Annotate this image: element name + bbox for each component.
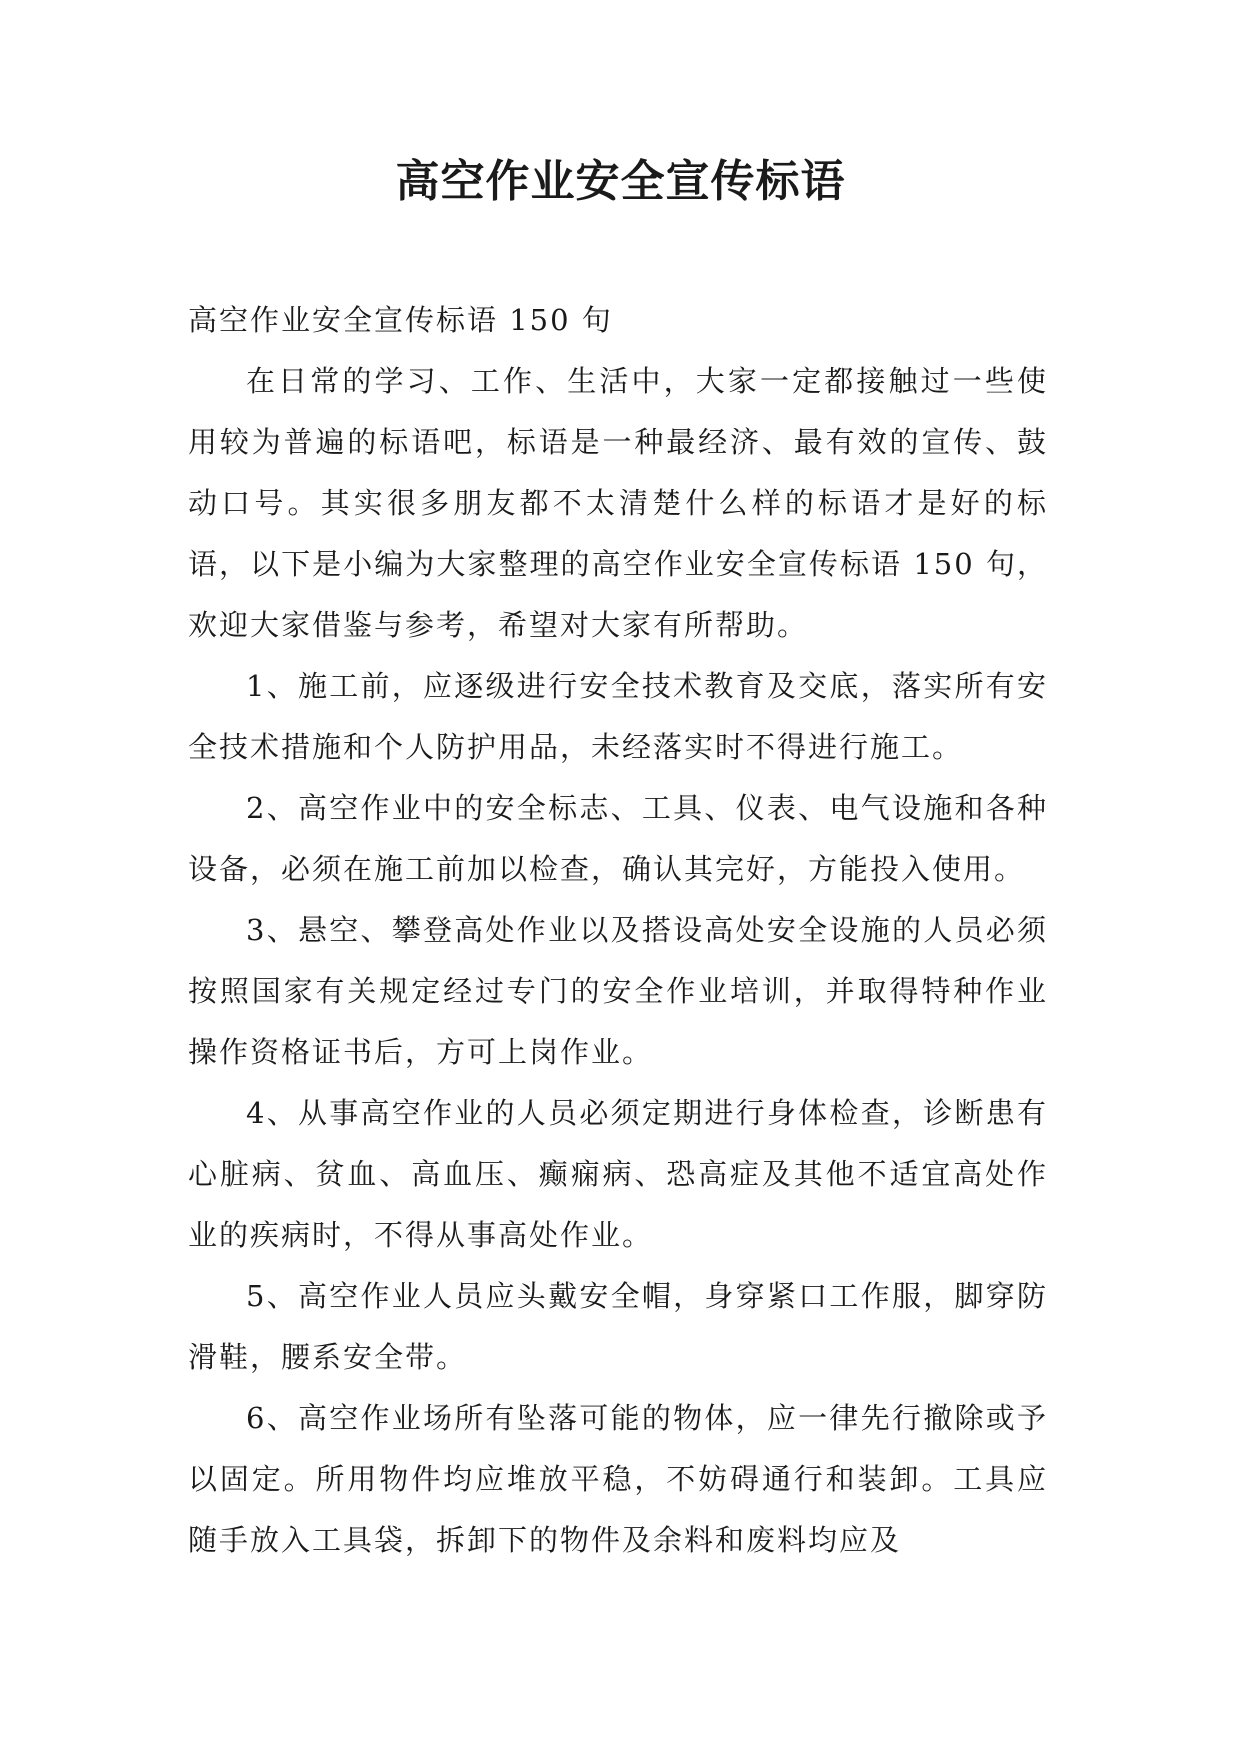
slogan-item-6: 6、高空作业场所有坠落可能的物体，应一律先行撤除或予以固定。所用物件均应堆放平稳，不妨碍通行和装卸。工具应随手放入工具袋，拆卸下的物件及余料和废料均应及 (188, 1401, 1048, 1557)
intro-paragraph: 在日常的学习、工作、生活中，大家一定都接触过一些使用较为普遍的标语吧，标语是一种最经济、最有效的宣传、鼓动口号。其实很多朋友都不太清楚什么样的标语才是好的标语，以下是小编为大家整理的高空作业安全宣传标语 150 句，欢迎大家借鉴与参考，希望对大家有所帮助。 (188, 364, 1048, 642)
slogan-item-4: 4、从事高空作业的人员必须定期进行身体检查，诊断患有心脏病、贫血、高血压、癫痫病、恐高症及其他不适宜高处作业的疾病时，不得从事高处作业。 (188, 1096, 1048, 1252)
slogan-item-1: 1、施工前，应逐级进行安全技术教育及交底，落实所有安全技术措施和个人防护用品，未经落实时不得进行施工。 (188, 669, 1048, 764)
slogan-item-5: 5、高空作业人员应头戴安全帽，身穿紧口工作服，脚穿防滑鞋，腰系安全带。 (188, 1279, 1048, 1374)
document-title: 高空作业安全宣传标语 (395, 156, 846, 207)
document-subtitle: 高空作业安全宣传标语 150 句 (188, 303, 613, 337)
document-body (188, 290, 1048, 1571)
slogan-item-2: 2、高空作业中的安全标志、工具、仪表、电气设施和各种设备，必须在施工前加以检查，确认其完好，方能投入使用。 (188, 791, 1048, 886)
slogan-item-3: 3、悬空、攀登高处作业以及搭设高处安全设施的人员必须按照国家有关规定经过专门的安全作业培训，并取得特种作业操作资格证书后，方可上岗作业。 (188, 913, 1048, 1069)
